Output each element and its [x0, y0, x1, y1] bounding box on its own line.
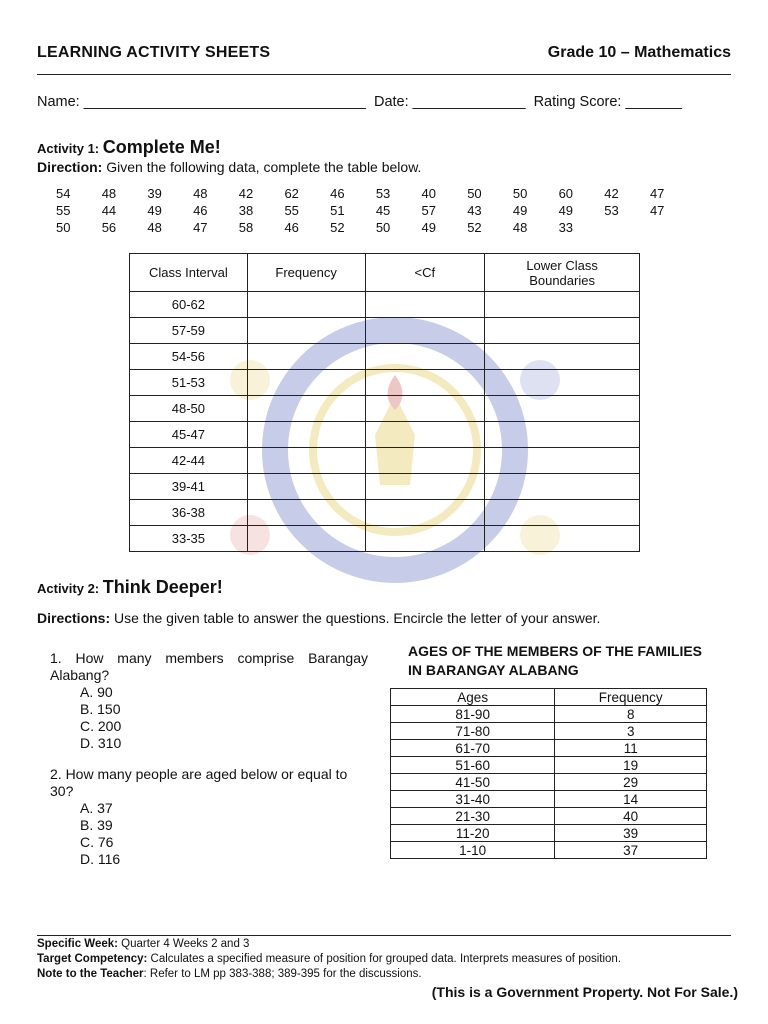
- cf-cell[interactable]: [365, 422, 485, 448]
- frequency-cell[interactable]: [247, 474, 365, 500]
- week-label: Specific Week:: [37, 938, 118, 950]
- table-row: [391, 740, 707, 757]
- target-competency: [37, 953, 621, 965]
- lower-boundary-cell[interactable]: [485, 526, 640, 552]
- name-field[interactable]: Name: ___________________________________: [37, 94, 366, 110]
- age-range-cell: 51-60: [391, 757, 555, 774]
- cf-cell[interactable]: [365, 370, 485, 396]
- competency-text: Calculates a specified measure of position for grouped data. Interprets measures of position.: [147, 953, 622, 965]
- data-value: 50: [512, 186, 528, 201]
- frequency-cell[interactable]: [247, 396, 365, 422]
- class-interval-cell: 48-50: [130, 396, 248, 422]
- frequency-cell: 8: [555, 706, 707, 723]
- competency-label: Target Competency:: [37, 953, 148, 965]
- lower-boundary-cell[interactable]: [485, 292, 640, 318]
- teacher-note: [37, 968, 422, 980]
- data-row: [56, 220, 716, 237]
- note-label: Note to the Teacher: [37, 968, 144, 980]
- frequency-table: [129, 253, 640, 552]
- table-row: [391, 706, 707, 723]
- answer-option[interactable]: C. 76: [80, 834, 114, 850]
- data-value: 50: [56, 220, 71, 235]
- answer-option[interactable]: B. 150: [80, 701, 121, 717]
- table-row: [130, 344, 640, 370]
- question-2: [50, 766, 368, 868]
- class-interval-cell: 33-35: [130, 526, 248, 552]
- data-value: 49: [421, 220, 436, 235]
- answer-option[interactable]: B. 39: [80, 817, 113, 833]
- data-value: 47: [649, 203, 665, 218]
- frequency-cell: 39: [555, 825, 707, 842]
- question-stem: 1. How many members comprise Barangay Alabang?: [50, 650, 368, 683]
- data-value: 50: [375, 220, 391, 235]
- data-value: 62: [284, 186, 299, 201]
- data-value: 49: [147, 203, 162, 218]
- header-cf: <Cf: [365, 254, 485, 292]
- cf-cell[interactable]: [365, 526, 485, 552]
- table-row: [130, 422, 640, 448]
- cf-cell[interactable]: [365, 500, 485, 526]
- data-value: 57: [421, 203, 436, 218]
- direction-text: Given the following data, complete the table below.: [102, 159, 422, 175]
- frequency-cell: 40: [555, 808, 707, 825]
- age-range-cell: 81-90: [391, 706, 555, 723]
- cf-cell[interactable]: [365, 292, 485, 318]
- activity2-label: Activity 2:: [37, 581, 103, 596]
- class-interval-cell: 54-56: [130, 344, 248, 370]
- footer-divider: [37, 935, 731, 936]
- table-row: [391, 757, 707, 774]
- frequency-cell[interactable]: [247, 344, 365, 370]
- data-value: 45: [375, 203, 391, 218]
- specific-week: [37, 938, 249, 950]
- frequency-cell: 19: [555, 757, 707, 774]
- table-header-row: [391, 689, 707, 706]
- data-value: 56: [101, 220, 117, 235]
- class-interval-cell: 45-47: [130, 422, 248, 448]
- class-interval-cell: 51-53: [130, 370, 248, 396]
- data-value: 46: [193, 203, 208, 218]
- data-value: 49: [512, 203, 528, 218]
- header-divider: [37, 74, 731, 75]
- table-row: [391, 774, 707, 791]
- data-value: 52: [467, 220, 482, 235]
- cf-cell[interactable]: [365, 344, 485, 370]
- class-interval-cell: 42-44: [130, 448, 248, 474]
- data-value: 39: [147, 186, 162, 201]
- directions-text: Use the given table to answer the questions. Encircle the letter of your answer.: [110, 610, 601, 626]
- data-value: 53: [604, 203, 619, 218]
- frequency-cell[interactable]: [247, 292, 365, 318]
- frequency-cell[interactable]: [247, 500, 365, 526]
- frequency-cell: 3: [555, 723, 707, 740]
- data-value: 40: [421, 186, 436, 201]
- header-ages: Ages: [391, 689, 555, 706]
- class-interval-cell: 57-59: [130, 318, 248, 344]
- answer-option[interactable]: A. 90: [80, 684, 113, 700]
- table-row: [130, 448, 640, 474]
- frequency-cell[interactable]: [247, 370, 365, 396]
- activity2-direction: [37, 610, 600, 626]
- lower-boundary-cell[interactable]: [485, 344, 640, 370]
- cf-cell[interactable]: [365, 474, 485, 500]
- data-value: 55: [284, 203, 299, 218]
- data-value: 47: [649, 186, 665, 201]
- data-value: 33: [558, 220, 574, 235]
- note-text: : Refer to LM pp 383-388; 389-395 for the discussions.: [143, 968, 422, 980]
- data-value: 48: [193, 186, 208, 201]
- data-value: 55: [56, 203, 71, 218]
- activity1-heading: [37, 137, 221, 158]
- frequency-cell[interactable]: [247, 448, 365, 474]
- cf-cell[interactable]: [365, 448, 485, 474]
- table-row: [391, 842, 707, 859]
- data-value: 44: [101, 203, 117, 218]
- header-class-interval: Class Interval: [130, 254, 248, 292]
- directions-label: Directions:: [37, 610, 111, 626]
- data-value: 48: [101, 186, 117, 201]
- activity2-heading: [37, 577, 223, 598]
- question-stem: 2. How many people are aged below or equal to 30?: [50, 766, 348, 799]
- lower-boundary-cell[interactable]: [485, 370, 640, 396]
- cf-cell[interactable]: [365, 396, 485, 422]
- rating-score-field[interactable]: Rating Score: _______: [533, 94, 682, 110]
- header-frequency: Frequency: [247, 254, 365, 292]
- age-range-cell: 21-30: [391, 808, 555, 825]
- lower-boundary-cell[interactable]: [485, 318, 640, 344]
- data-value: 43: [467, 203, 482, 218]
- data-value: 54: [56, 186, 71, 201]
- lower-boundary-cell[interactable]: [485, 396, 640, 422]
- week-text: Quarter 4 Weeks 2 and 3: [117, 938, 250, 950]
- answer-option[interactable]: A. 37: [80, 800, 113, 816]
- table-row: [391, 808, 707, 825]
- data-value: 49: [558, 203, 574, 218]
- answer-option[interactable]: C. 200: [80, 718, 122, 734]
- date-field[interactable]: Date: ______________: [373, 94, 526, 110]
- frequency-cell[interactable]: [247, 526, 365, 552]
- grade-subject: Grade 10 – Mathematics: [547, 44, 731, 61]
- frequency-cell: 14: [555, 791, 707, 808]
- data-value: 50: [467, 186, 482, 201]
- data-value: 42: [604, 186, 619, 201]
- activity2-title: Think Deeper!: [102, 577, 223, 597]
- data-value: 48: [147, 220, 162, 235]
- table-row: [130, 370, 640, 396]
- direction-label: Direction:: [37, 159, 103, 175]
- table-row: [130, 318, 640, 344]
- age-range-cell: 41-50: [391, 774, 555, 791]
- data-value: 46: [330, 186, 345, 201]
- frequency-cell: 11: [555, 740, 707, 757]
- frequency-cell[interactable]: [247, 422, 365, 448]
- cf-cell[interactable]: [365, 318, 485, 344]
- question-1: [50, 650, 368, 752]
- table-row: [391, 791, 707, 808]
- activity1-direction: [37, 159, 421, 175]
- ages-frequency-table: [390, 688, 707, 859]
- table-row: [391, 825, 707, 842]
- table-row: [130, 292, 640, 318]
- class-interval-cell: 39-41: [130, 474, 248, 500]
- data-value: 53: [375, 186, 391, 201]
- table-row: [130, 500, 640, 526]
- header-lower-class-boundaries: Lower Class Boundaries: [485, 254, 640, 292]
- lower-boundary-cell[interactable]: [485, 474, 640, 500]
- answer-option[interactable]: D. 310: [80, 735, 122, 751]
- data-value: 38: [238, 203, 254, 218]
- age-range-cell: 61-70: [391, 740, 555, 757]
- table-row: [130, 396, 640, 422]
- lower-boundary-cell[interactable]: [485, 448, 640, 474]
- class-interval-cell: 36-38: [130, 500, 248, 526]
- lower-boundary-cell[interactable]: [485, 500, 640, 526]
- frequency-cell[interactable]: [247, 318, 365, 344]
- activity1-title: Complete Me!: [102, 137, 221, 157]
- data-value: 51: [330, 203, 345, 218]
- data-value: 47: [193, 220, 208, 235]
- answer-option[interactable]: D. 116: [80, 851, 121, 867]
- ages-table-title: AGES OF THE MEMBERS OF THE FAMILIES IN BARANGAY ALABANG: [408, 643, 703, 678]
- data-value: 60: [558, 186, 574, 201]
- sheet-title: LEARNING ACTIVITY SHEETS: [37, 44, 271, 61]
- data-value: 46: [284, 220, 299, 235]
- data-value: 42: [238, 186, 254, 201]
- age-range-cell: 1-10: [391, 842, 555, 859]
- age-range-cell: 71-80: [391, 723, 555, 740]
- raw-data-grid: [56, 186, 716, 237]
- lower-boundary-cell[interactable]: [485, 422, 640, 448]
- data-row: [56, 203, 716, 220]
- data-value: 58: [238, 220, 254, 235]
- table-row: [130, 526, 640, 552]
- data-value: 52: [330, 220, 345, 235]
- header-frequency: Frequency: [555, 689, 707, 706]
- table-row: [391, 723, 707, 740]
- student-info-line: [37, 94, 731, 110]
- table-row: [130, 474, 640, 500]
- frequency-cell: 29: [555, 774, 707, 791]
- activity1-label: Activity 1:: [37, 141, 103, 156]
- government-property-notice: (This is a Government Property. Not For Sale.): [431, 984, 738, 1000]
- table-header-row: [130, 254, 640, 292]
- age-range-cell: 31-40: [391, 791, 555, 808]
- data-value: 48: [512, 220, 528, 235]
- age-range-cell: 11-20: [391, 825, 555, 842]
- class-interval-cell: 60-62: [130, 292, 248, 318]
- data-row: [56, 186, 716, 203]
- frequency-cell: 37: [555, 842, 707, 859]
